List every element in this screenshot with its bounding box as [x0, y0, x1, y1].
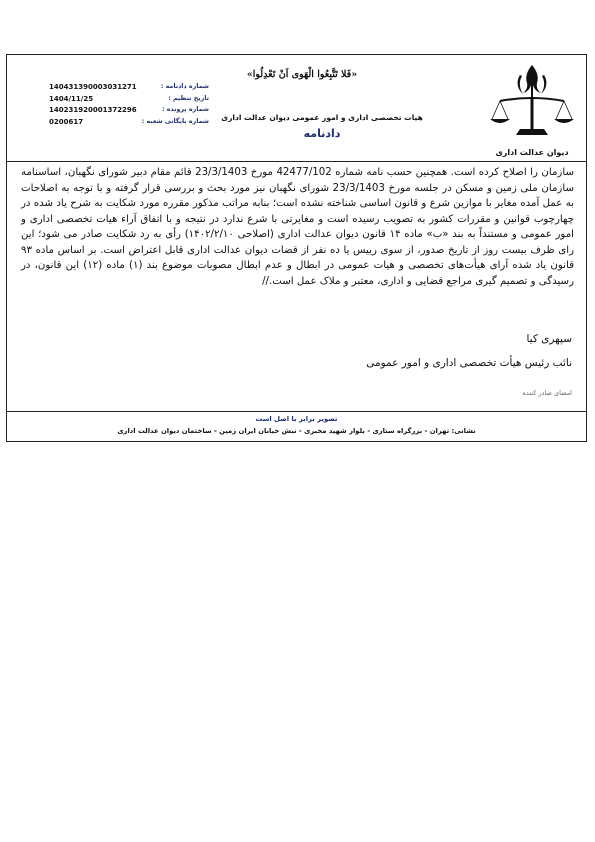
signer-name: سپهری کیا — [526, 333, 572, 345]
document-header — [7, 55, 586, 162]
scales-of-justice-icon — [486, 61, 578, 141]
meta-row-issue-date — [49, 95, 209, 107]
verdict-paragraph: سازمان را اصلاح کرده است. همچنین حسب نامه شماره 42477/102 مورخ 23/3/1403 قائم مقام دبیر شورای نگهبان، اساسنامه سازمان ملی زمین و مسکن در جلسه مورخ 23/3/1403 شورای نگهبان نیز مورد بحث و بررسی قرار گرفته و با توجه به اصلاحات به عمل آمده مغایر با موازین شرع و قانون اساسی شناخته نشده است؛ بنابه مراتب مذکور مقرره مورد شکایت به شرح یاد شده در چهارچوب قوانین و مقررات کشور به تصویب رسیده است و مغایرتی با شرع ندارد در نتیجه و با اتفاق آراء هیات تخصصی اداری و امور عمومی و مستنداً به بند «ب» ماده ۱۴ قانون دیوان عدالت اداری (اصلاحی ۱۴۰۲/۲/۱۰) رأی به رد شکایت صادر می شود؛ این رای ظرف بیست روز از تاریخ صدور، از سوی رییس یا ده نفر از قضات دیوان عدالت اداری قابل اعتراض است. بر اساس ماده ۹۳ قانون یاد شده آرای هیأت‌های تخصصی و هیات عمومی در ابطال و عدم ابطال مصوبات موضوع بند (۱) ماده (۱۲) این قانون، در رسیدگی و تصمیم گیری مراجع قضایی و اداری، معتبر و ملاک عمل است.// — [21, 167, 574, 287]
meta-row-archive-number — [49, 118, 209, 130]
document-footer — [7, 411, 586, 443]
archive-number-value: 0200617 — [49, 117, 84, 126]
archive-number-label: شماره بایگانی شعبه : — [141, 117, 209, 125]
signer-title: نائب رئیس هیأت تخصصی اداری و امور عمومی — [366, 357, 572, 369]
verdict-number-label: شماره دادنامه : — [160, 83, 209, 90]
certified-copy-note: تصویر برابر با اصل است — [255, 415, 338, 423]
document-title: دادنامه — [303, 127, 341, 140]
case-number-value: 140231920001372296 — [49, 106, 137, 114]
court-emblem — [486, 61, 578, 157]
case-number-label: شماره پرونده : — [162, 106, 209, 113]
document-frame — [6, 54, 587, 442]
meta-row-case-number — [49, 106, 209, 118]
issue-date-label: تاریخ تنظیم : — [168, 94, 209, 102]
issue-date-value: 1404/11/25 — [49, 94, 94, 103]
verdict-body — [21, 165, 574, 289]
invocation-verse: «فَلا تَتَّبِعُوا الْهَوى اَنْ تَعْدِلُوا» — [246, 69, 358, 80]
document-metadata — [49, 83, 209, 129]
signature-caption: امضای صادر کننده — [522, 389, 572, 397]
panel-title: هیات تخصصی اداری و امور عمومی دیوان عدالت اداری — [221, 113, 423, 122]
verdict-number-value: 140431390003031271 — [49, 83, 137, 91]
court-name: دیوان عدالت اداری — [495, 148, 569, 157]
meta-row-verdict-number — [49, 83, 209, 95]
court-address: نشانی: تهران - بزرگراه ستاری - بلوار شهید مخبری - نبش خیابان ایران زمین - ساختمان دیوان عدالت اداری — [117, 427, 476, 435]
